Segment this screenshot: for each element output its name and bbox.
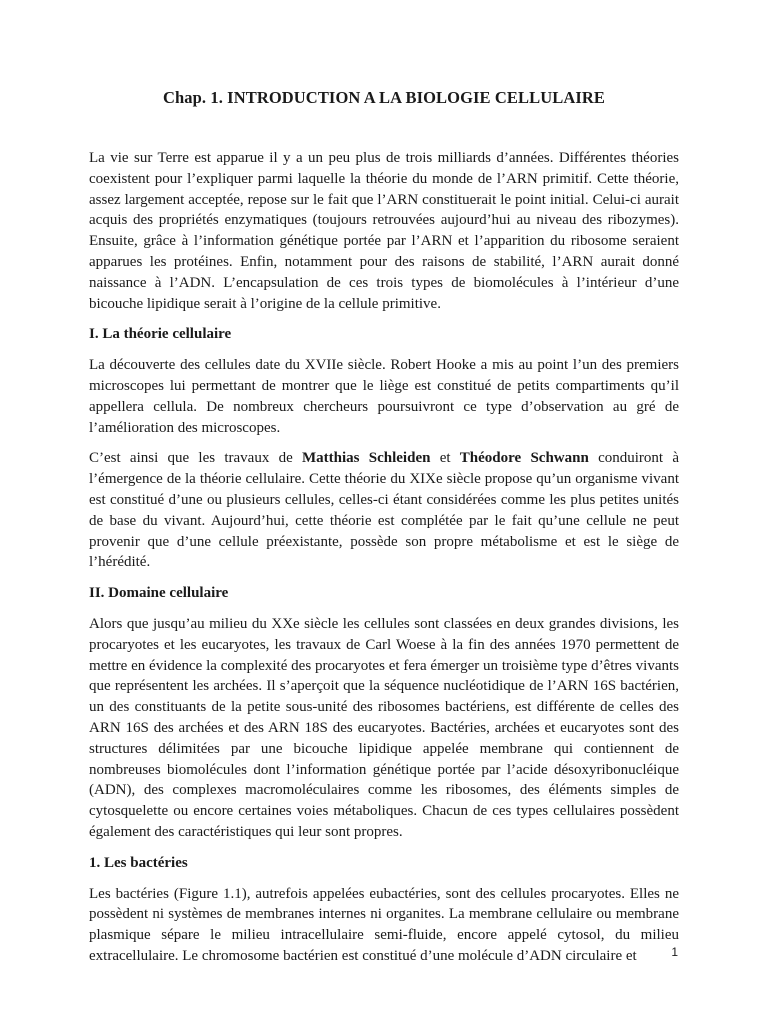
paragraph-bacteries: Les bactéries (Figure 1.1), autrefois appelées eubactéries, sont des cellules procaryotes. Elles ne possèdent ni systèmes de membranes internes ni organites. La membrane cellulaire ou membrane plasmique sépare le milieu intracellulaire semi-fluide, encore appelé cytosol, du milieu extracellulaire. Le chromosome bactérien est constitué d’une molécule d’ADN circulaire et <box>89 885 679 964</box>
section-heading-domaine-cellulaire: II. Domaine cellulaire <box>89 585 229 602</box>
paragraph-domaine: Alors que jusqu’au milieu du XXe siècle les cellules sont classées en deux grandes divisions, les procaryotes et les eucaryotes, les travaux de Carl Woese à la fin des années 1970 permettent de mettre en évidence la complexité des procaryotes et fera émerger un troisième type d’êtres vivants que représentent les archées. Il s’aperçoit que la séquence nucléotidique de l’ARN 16S bactérien, un des constituants de la petite sous-unité des ribosomes bactériens, est différente de celles des ARN 16S des archées et des ARN 18S des eucaryotes. Bactéries, archées et eucaryotes sont des structures délimitées par une bicouche lipidique appelée membrane qui contiennent de nombreuses biomolécules dont l’information génétique portée par l’acide désoxyribonucléique (ADN), des complexes macromoléculaires comme les ribosomes, des éléments simples de cytosquelette ou encore certaines voies métaboliques. Chacun de ces types cellulaires possèdent également des caractéristiques qui leur sont propres. <box>89 615 679 840</box>
section-heading-theorie-cellulaire: I. La théorie cellulaire <box>89 326 232 343</box>
name-schwann: Théodore Schwann <box>459 450 589 467</box>
name-schleiden: Matthias Schleiden <box>302 450 431 467</box>
text-span: conduiront à l’émergence de la théorie cellulaire. Cette théorie du XIXe siècle propose qu’un organisme vivant est constitué d’une ou plusieurs cellules, celles-ci étant considérées comme les plus petites unités de base du vivant. Aujourd’hui, cette théorie est complétée par le fait qu’une cellule ne peut provenir que d’une cellule préexistante, possède son propre métabolisme et est le siège de l’hérédité. <box>89 450 679 571</box>
chapter-title: Chap. 1. INTRODUCTION A LA BIOLOGIE CELLULAIRE <box>163 88 605 107</box>
page-number: 1 <box>671 945 678 959</box>
intro-paragraph: La vie sur Terre est apparue il y a un peu plus de trois milliards d’années. Différentes théories coexistent pour l’expliquer parmi laquelle la théorie du monde de l’ARN primitif. Cette théorie, assez largement acceptée, repose sur le fait que l’ARN constituerait le point initial. Celui-ci aurait acquis des propriétés enzymatiques (toujours retrouvées aujourd’hui au niveau des ribozymes). Ensuite, grâce à l’information génétique portée par l’ARN et l’apparition du ribosome seraient apparues les protéines. Enfin, notamment pour des raisons de stabilité, l’ARN aurait donné naissance à l’ADN. L’encapsulation de ces trois types de biomolécules à l’intérieur d’une bicouche lipidique serait à l’origine de la cellule primitive. <box>89 150 679 312</box>
document-page <box>89 88 679 977</box>
text-span: C’est ainsi que les travaux de <box>89 450 303 467</box>
paragraph-schleiden-schwann <box>89 448 679 573</box>
paragraph-hooke: La découverte des cellules date du XVIIe siècle. Robert Hooke a mis au point l’un des premiers microscopes lui permettant de montrer que le liège est constitué de petits compartiments qu’il appellera cellula. De nombreux chercheurs poursuivront ce type d’observation au gré de l’amélioration des microscopes. <box>89 357 679 436</box>
text-span: et <box>430 450 460 467</box>
section-heading-bacteries: 1. Les bactéries <box>89 854 188 871</box>
